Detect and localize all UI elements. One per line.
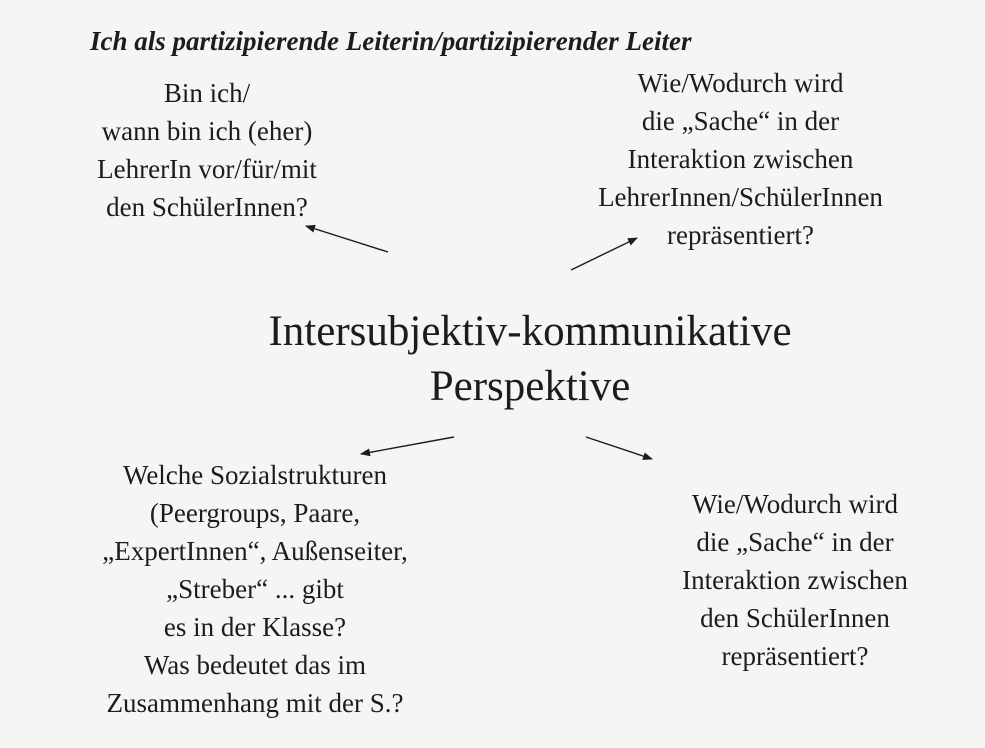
arrow-to-bottom-right — [586, 437, 652, 459]
question-line: LehrerInnen/SchülerInnen — [598, 182, 883, 212]
question-line: Interaktion zwischen — [627, 144, 854, 174]
question-line: „Streber“ ... gibt — [166, 574, 344, 604]
question-line: Interaktion zwischen — [682, 565, 908, 595]
question-line: „ExpertInnen“, Außenseiter, — [102, 536, 408, 566]
question-line: Was bedeutet das im — [143, 650, 366, 680]
central-topic-line: Intersubjektiv-kommunikative — [268, 308, 792, 355]
question-line: repräsentiert? — [721, 641, 869, 671]
question-line: LehrerIn vor/für/mit — [97, 154, 317, 184]
page-title: Ich als partizipierende Leiterin/partizipierender Leiter — [90, 26, 692, 56]
question-line: die „Sache“ in der — [641, 106, 840, 136]
question-line: den SchülerInnen — [700, 603, 890, 633]
arrow-to-top-left — [306, 226, 388, 252]
arrow-to-bottom-left — [361, 437, 454, 454]
question-line: Bin ich/ — [163, 78, 251, 108]
central-topic-line: Perspektive — [429, 363, 631, 410]
question-line: repräsentiert? — [667, 220, 814, 250]
question-line: Wie/Wodurch wird — [637, 68, 844, 98]
question-line: Welche Sozialstrukturen — [123, 460, 387, 490]
question-line: (Peergroups, Paare, — [149, 498, 361, 528]
question-line: den SchülerInnen? — [106, 192, 308, 222]
arrow-to-top-right — [571, 238, 637, 270]
question-line: es in der Klasse? — [163, 612, 347, 642]
question-line: wann bin ich (eher) — [101, 116, 313, 146]
question-line: Wie/Wodurch wird — [692, 489, 898, 519]
question-line: Zusammenhang mit der S.? — [106, 688, 404, 718]
question-line: die „Sache“ in der — [696, 527, 894, 557]
